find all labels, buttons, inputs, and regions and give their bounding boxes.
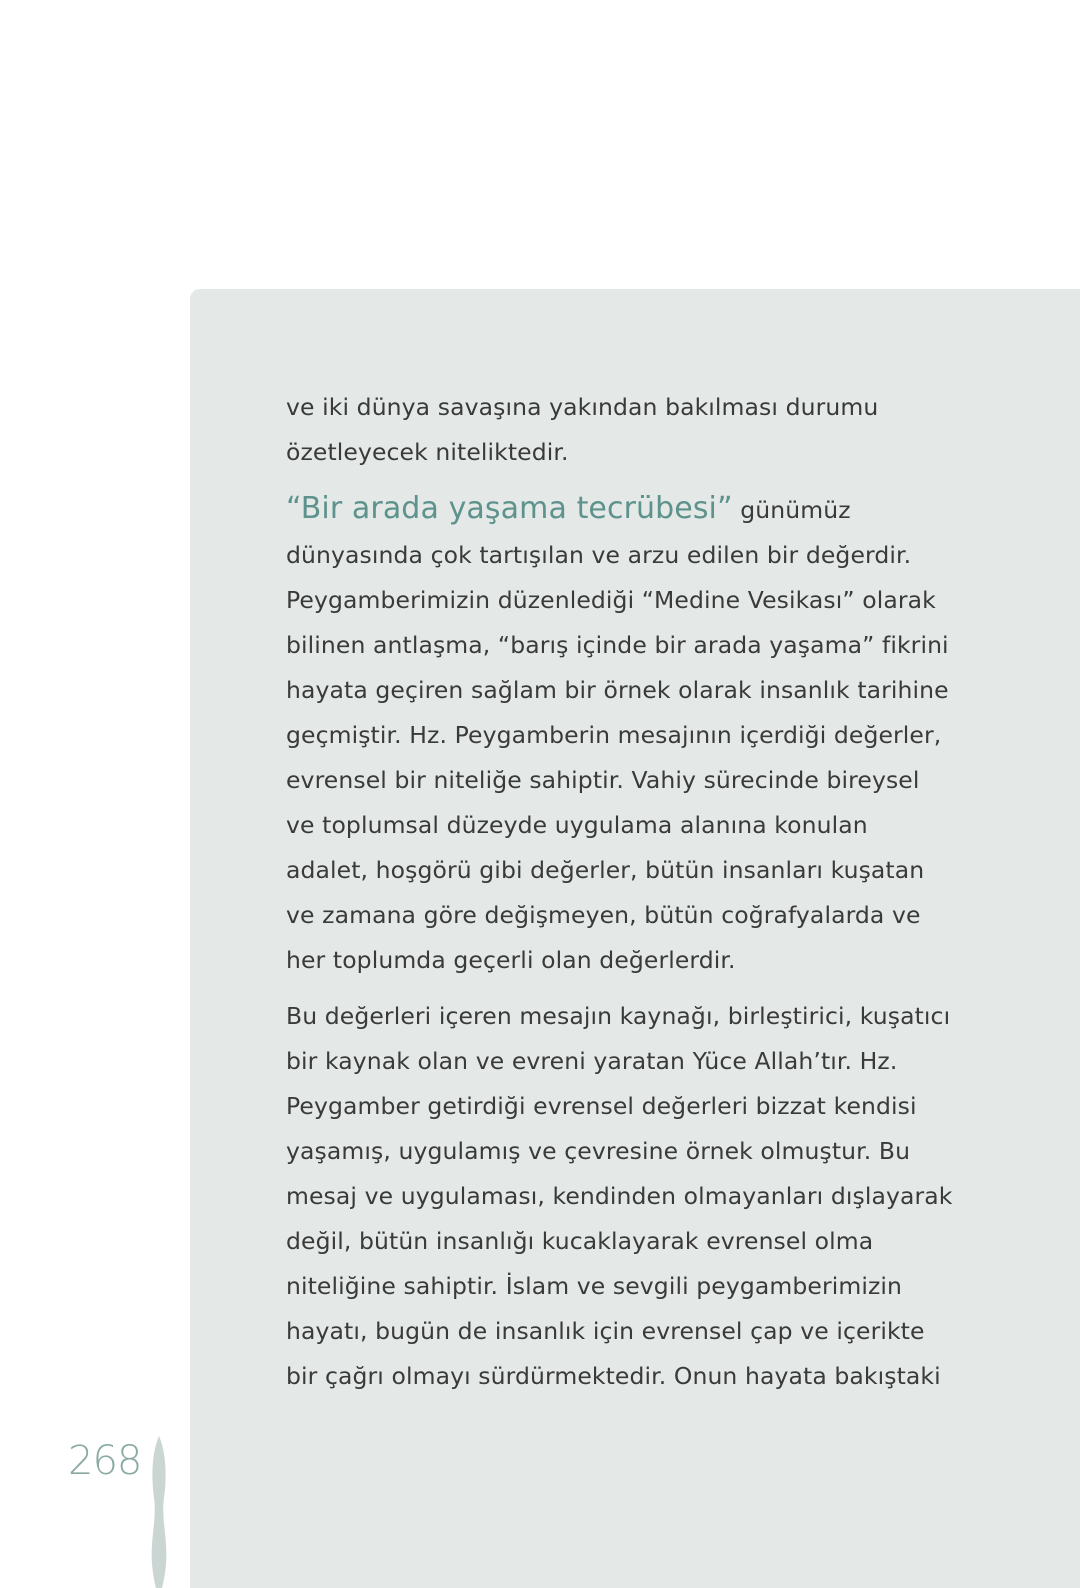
- text-line: Peygamberimizin düzenlediği “Medine Vesikası” olarak: [286, 586, 936, 614]
- text-line: evrensel bir niteliğe sahiptir. Vahiy sürecinde bireysel: [286, 766, 920, 794]
- text-line: bilinen antlaşma, “barış içinde bir arada yaşama” fikrini: [286, 631, 949, 659]
- text-line: adalet, hoşgörü gibi değerler, bütün insanları kuşatan: [286, 856, 925, 884]
- text-line: hayatı, bugün de insanlık için evrensel çap ve içerikte: [286, 1317, 925, 1345]
- paragraph-2: [286, 486, 949, 983]
- text-line: dünyasında çok tartışılan ve arzu edilen bir değerdir.: [286, 541, 912, 569]
- text-line: ve toplumsal düzeyde uygulama alanına konulan: [286, 811, 868, 839]
- highlighted-phrase: “Bir arada yaşama tecrübesi”: [286, 491, 733, 526]
- text-line: değil, bütün insanlığı kucaklayarak evrensel olma: [286, 1227, 874, 1255]
- text-line: mesaj ve uygulaması, kendinden olmayanları dışlayarak: [286, 1182, 953, 1210]
- text-line: hayata geçiren sağlam bir örnek olarak insanlık tarihine: [286, 676, 949, 704]
- text-line: geçmiştir. Hz. Peygamberin mesajının içerdiği değerler,: [286, 721, 942, 749]
- body-text: [286, 385, 953, 1399]
- text-line: bir kaynak olan ve evreni yaratan Yüce Allah’tır. Hz.: [286, 1047, 898, 1075]
- text-line: niteliğine sahiptir. İslam ve sevgili peygamberimizin: [286, 1272, 903, 1300]
- page-ornament-icon: [148, 1436, 170, 1588]
- text-line: her toplumda geçerli olan değerlerdir.: [286, 946, 736, 974]
- text-line: bir çağrı olmayı sürdürmektedir. Onun hayata bakıştaki: [286, 1362, 941, 1390]
- paragraph-3: [286, 994, 953, 1399]
- text-fragment: günümüz: [732, 496, 851, 524]
- text-line: Bu değerleri içeren mesajın kaynağı, birleştirici, kuşatıcı: [286, 1002, 951, 1030]
- text-line: Peygamber getirdiği evrensel değerleri bizzat kendisi: [286, 1092, 917, 1120]
- page-number: 268: [68, 1438, 142, 1484]
- text-line: ve zamana göre değişmeyen, bütün coğrafyalarda ve: [286, 901, 921, 929]
- text-line: özetleyecek niteliktedir.: [286, 438, 569, 466]
- text-line: ve iki dünya savaşına yakından bakılması durumu: [286, 393, 879, 421]
- paragraph-1: [286, 385, 906, 475]
- text-line: [286, 486, 906, 533]
- text-line: yaşamış, uygulamış ve çevresine örnek olmuştur. Bu: [286, 1137, 911, 1165]
